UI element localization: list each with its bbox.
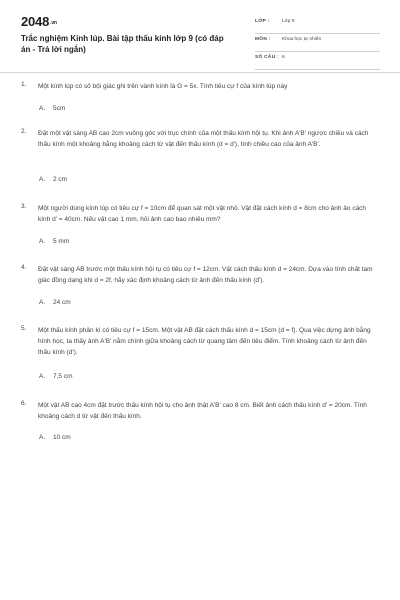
answer — [39, 176, 67, 183]
site-logo[interactable] — [21, 14, 57, 29]
question-number: 2. — [21, 128, 27, 135]
answer — [39, 238, 69, 245]
answer-label: A. — [39, 434, 46, 441]
meta-row-subject — [255, 34, 380, 52]
meta-label: MÔN : — [255, 37, 271, 42]
answer-value: 5 mm — [53, 238, 70, 245]
question-text: Một vật AB cao 4cm đặt trước thấu kính hội tụ cho ảnh thật A'B' cao 8 cm. Biết ảnh cách thấu kính d' = 20cm. Tính khoảng cách d từ vật đến thấu kính. — [38, 402, 367, 420]
answer-label: A. — [39, 105, 46, 112]
question-number: 6. — [21, 400, 27, 407]
question-number: 1. — [21, 81, 27, 88]
document-title: Trắc nghiệm Kính lúp. Bài tập thấu kính lớp 9 (có đáp án - Trả lời ngắn) — [21, 34, 224, 54]
question-text: Một thấu kính phân kì có tiêu cự f = 15cm. Một vật AB đặt cách thấu kính d = 15cm (d = f). Qua việc dựng ảnh bằng hình học, ta thấy ảnh A'B' nằm chính giữa khoảng cách từ quang tâm đến tiêu điểm. Tính khoảng cách từ ảnh đến thấu kính (d'). — [38, 327, 371, 356]
meta-label: SỐ CÂU : — [255, 55, 279, 60]
answer — [39, 434, 71, 441]
meta-row-class — [255, 16, 380, 34]
answer-value: 2 cm — [53, 176, 68, 183]
meta-info — [255, 16, 380, 70]
logo-text: 2048 — [21, 14, 50, 29]
question-text: Đặt một vật sáng AB cao 2cm vuông góc với trục chính của một thấu kính hội tụ. Khi ảnh A'B' ngược chiều và cách thấu kính một khoảng bằng khoảng cách từ vật đến thấu kính (d = d'), tính chiều cao của ảnh A'B'. — [38, 130, 369, 148]
answer — [39, 299, 71, 306]
answer-label: A. — [39, 238, 46, 245]
question-number: 4. — [21, 264, 27, 271]
answer-label: A. — [39, 299, 46, 306]
question-text: Một người dùng kính lúp có tiêu cự f = 10cm để quan sát một vật nhỏ. Vật đặt cách kính d = 8cm cho ảnh ảo cách kính d' = 40cm. Nếu vật cao 1 mm, hỏi ảnh cao bao nhiêu mm? — [38, 205, 367, 223]
answer — [39, 373, 73, 380]
question-text: Đặt vật sáng AB trước một thấu kính hội tụ có tiêu cự f = 12cm. Vật cách thấu kính d = 24cm. Dựa vào tính chất tam giác đồng dạng khi d = 2f, hãy xác định khoảng cách từ ảnh đến thấu kính (d'). — [38, 266, 373, 284]
question-text: Một kính lúp có số bội giác ghi trên vành kính là G = 5x. Tính tiêu cự f của kính lúp này — [38, 83, 288, 90]
answer-value: 24 cm — [53, 299, 71, 306]
header — [0, 0, 400, 72]
meta-value: Khoa học tự nhiên — [282, 37, 322, 42]
meta-label: LỚP : — [255, 19, 270, 24]
answer-label: A. — [39, 176, 46, 183]
meta-value: Lớp 9 — [282, 19, 295, 24]
answer-label: A. — [39, 373, 46, 380]
answer-value: 7,5 cm — [53, 373, 73, 380]
answer — [39, 105, 65, 112]
meta-value: 6 — [282, 55, 285, 60]
logo-suffix: .vn — [50, 19, 57, 26]
answer-value: 5cm — [53, 105, 66, 112]
meta-row-count — [255, 52, 380, 70]
header-divider — [0, 72, 400, 73]
question-number: 3. — [21, 203, 27, 210]
question-number: 5. — [21, 325, 27, 332]
answer-value: 10 cm — [53, 434, 71, 441]
